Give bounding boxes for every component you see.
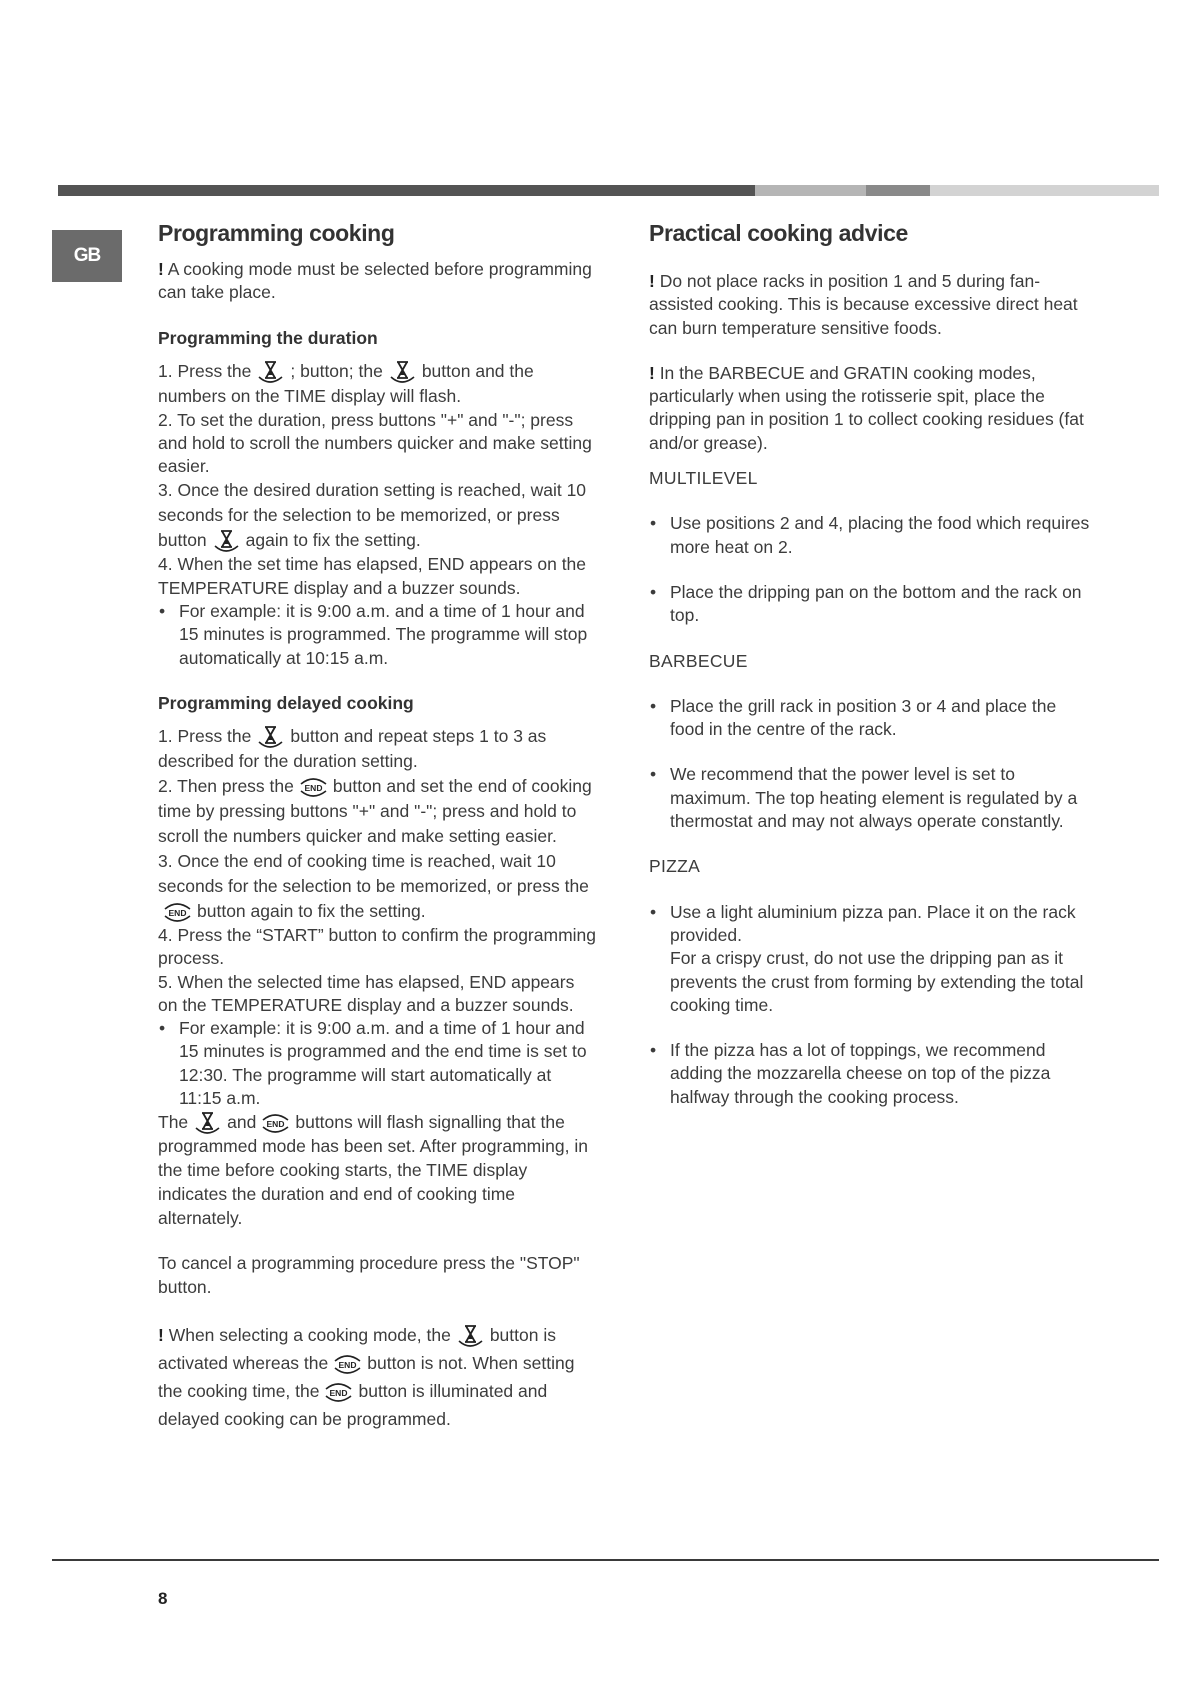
page-number: 8	[158, 1589, 168, 1608]
duration-step-3: 3. Once the desired duration setting is reached, wait 10 seconds for the selection to be memorized, or press button again to fix the setting.	[158, 480, 587, 551]
hourglass-timer-icon	[192, 1110, 223, 1134]
svg-text:END: END	[304, 782, 323, 793]
hourglass-timer-icon	[255, 724, 286, 748]
svg-text:END: END	[330, 1387, 348, 1398]
duration-heading: Programming the duration	[158, 327, 378, 348]
rack-warning: ! Do not place racks in position 1 and 5 during fan-assisted cooking. This is because excessive direct heat can burn temperature sensitive foods.	[649, 271, 1078, 338]
end-button-icon	[298, 774, 329, 798]
svg-text:END: END	[266, 1119, 285, 1130]
svg-text:END: END	[338, 1359, 357, 1370]
header-rule-pale	[930, 185, 1159, 196]
delayed-heading: Programming delayed cooking	[158, 692, 414, 713]
header-rule-light	[755, 185, 866, 196]
end-button-icon	[260, 1110, 291, 1134]
delayed-example: • For example: it is 9:00 a.m. and a time of 1 hour and 15 minutes is programmed and the end time is set to 12:30. The programme will start automatically at 11:15 a.m.	[158, 1017, 598, 1110]
duration-example: • For example: it is 9:00 a.m. and a time of 1 hour and 15 minutes is programmed. The programme will stop automatically at 10:15 a.m.	[158, 600, 598, 670]
duration-step-4: 4. When the set time has elapsed, END appears on the TEMPERATURE display and a buzzer sounds.	[158, 554, 587, 598]
list-item: • Place the grill rack in position 3 or 4 and place the food in the centre of the rack.	[649, 695, 1094, 742]
header-rule-bar	[58, 185, 1159, 196]
warning-mark: !	[158, 1324, 164, 1345]
delayed-step-2: 2. Then press the END button and set the end of cooking time by pressing buttons "+" and "-"; press and hold to scroll the numbers quicker and make setting easier.	[158, 775, 592, 846]
warning-mark: !	[158, 259, 164, 279]
hourglass-timer-icon	[255, 359, 286, 383]
cancel-note: To cancel a programming procedure press the "STOP" button.	[158, 1253, 580, 1297]
list-item: • We recommend that the power level is set to maximum. The top heating element is regulated by a thermostat and may not always operate constantly.	[649, 763, 1094, 833]
language-tab: GB	[52, 230, 122, 282]
barbecue-warning: ! In the BARBECUE and GRATIN cooking modes, particularly when using the rotisserie spit, place the dripping pan in position 1 to collect cooking residues (fat and/or grease).	[649, 362, 1084, 453]
delayed-step-3: 3. Once the end of cooking time is reached, wait 10 seconds for the selection to be memorized, or press the END button again to fix the setting.	[158, 850, 589, 921]
svg-text:END: END	[168, 907, 187, 918]
list-item: • Use positions 2 and 4, placing the food which requires more heat on 2.	[649, 512, 1094, 559]
list-item: • Use a light aluminium pizza pan. Place it on the rack provided. For a crispy crust, do not use the dripping pan as it prevents the crust from forming by extending the total cooking time.	[649, 901, 1094, 1017]
end-button-icon	[162, 899, 193, 923]
delayed-step-1: 1. Press the button and repeat steps 1 to 3 as described for the duration setting.	[158, 725, 547, 771]
header-rule-mid	[866, 185, 930, 196]
list-item: • If the pizza has a lot of toppings, we recommend adding the mozzarella cheese on top of the pizza halfway through the cooking process.	[649, 1039, 1094, 1109]
cooking-advice-column	[649, 218, 1094, 1109]
hourglass-timer-icon	[211, 528, 242, 552]
footer-rule	[52, 1559, 1159, 1561]
hourglass-timer-icon	[387, 359, 418, 383]
warning-mark: !	[649, 271, 655, 291]
duration-step-2: 2. To set the duration, press buttons "+" and "-"; press and hold to scroll the numbers quicker and make setting easier.	[158, 409, 592, 477]
list-item: • Place the dripping pan on the bottom and the rack on top.	[649, 581, 1094, 628]
header-rule-dark	[58, 185, 755, 196]
mode-note: ! When selecting a cooking mode, the button is activated whereas the END button is not. When setting the cooking time, the END button is illuminated and delayed cooking can be programmed.	[158, 1324, 575, 1429]
multilevel-label: MULTILEVEL	[649, 468, 758, 489]
pizza-label: PIZZA	[649, 856, 701, 877]
hourglass-timer-icon	[455, 1323, 486, 1347]
section-title: Practical cooking advice	[649, 220, 908, 246]
barbecue-label: BARBECUE	[649, 650, 748, 671]
end-button-icon	[323, 1379, 354, 1403]
duration-step-1: 1. Press the ; button; the button and the numbers on the TIME display will flash.	[158, 360, 534, 406]
intro-note: ! A cooking mode must be selected before programming can take place.	[158, 259, 592, 303]
flash-note: The and END buttons will flash signalling that the programmed mode has been set. After programming, in the time before cooking starts, the TIME display indicates the duration and end of cooking time alternately.	[158, 1112, 588, 1229]
delayed-step-5: 5. When the selected time has elapsed, END appears on the TEMPERATURE display and a buzzer sounds.	[158, 971, 575, 1015]
warning-mark: !	[649, 362, 655, 383]
end-button-icon	[332, 1351, 363, 1375]
delayed-step-4: 4. Press the “START” button to confirm the programming process.	[158, 924, 596, 969]
section-title: Programming cooking	[158, 220, 395, 246]
programming-cooking-column	[158, 218, 598, 1433]
